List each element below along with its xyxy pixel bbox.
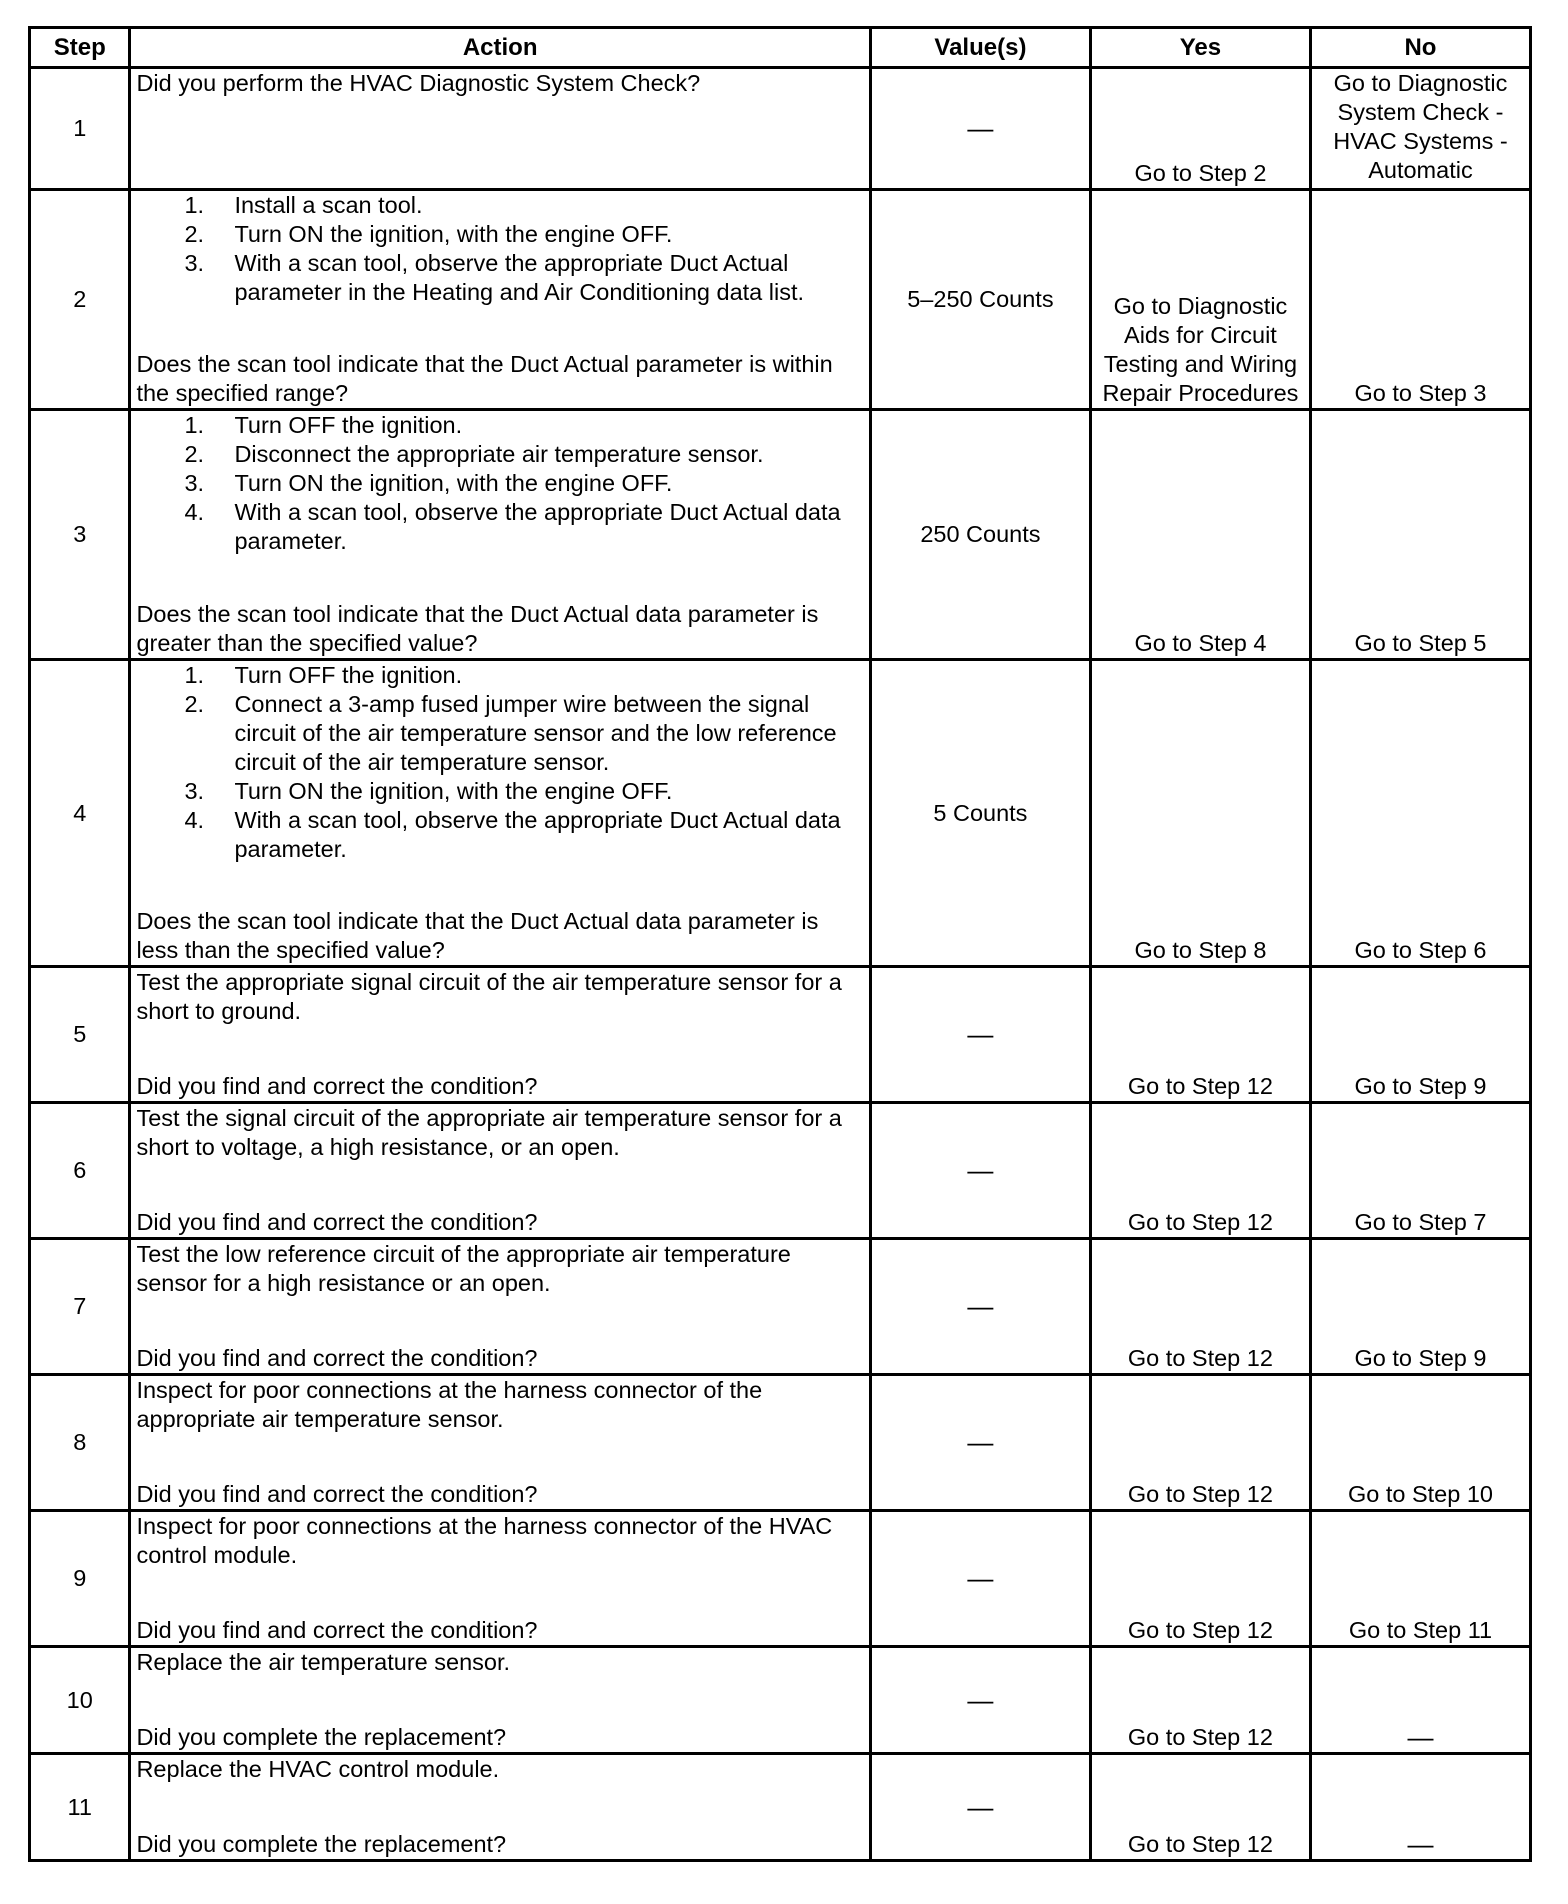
action-question: Does the scan tool indicate that the Duct Actual data parameter is greater than the specified value?: [136, 601, 819, 656]
action-step-text: Turn ON the ignition, with the engine OFF.: [234, 470, 673, 496]
action-step-item: [136, 690, 864, 777]
header-values: Value(s): [870, 28, 1090, 68]
action-step-number: 2.: [184, 691, 205, 717]
yes-cell: [1090, 967, 1310, 1103]
no-cell: [1310, 1754, 1530, 1861]
yes-cell: [1090, 1375, 1310, 1511]
no-cell: [1310, 68, 1530, 190]
action-step-item: [136, 440, 864, 469]
header-yes: Yes: [1090, 28, 1310, 68]
action-cell: [130, 190, 870, 410]
no-cell: [1310, 967, 1530, 1103]
table-row: [30, 68, 1531, 190]
action-step-number: 3.: [184, 250, 205, 276]
yes-cell: [1090, 1647, 1310, 1754]
step-number: 9: [30, 1511, 130, 1647]
step-number: 8: [30, 1375, 130, 1511]
action-step-text: Turn ON the ignition, with the engine OFF.: [234, 778, 673, 804]
no-text: Go to Step 3: [1354, 380, 1487, 406]
action-question: Did you complete the replacement?: [136, 1724, 507, 1750]
no-cell: [1310, 410, 1530, 660]
action-top: [136, 1104, 864, 1162]
yes-text: Go to Step 12: [1127, 1617, 1273, 1643]
yes-cell: [1090, 190, 1310, 410]
action-content: [136, 411, 864, 658]
action-step-text: Connect a 3-amp fused jumper wire between the signal circuit of the air temperature sensor and the low reference circuit of the air temperature sensor.: [234, 691, 837, 775]
action-content: [136, 968, 864, 1101]
action-question: Did you find and correct the condition?: [136, 1209, 538, 1235]
action-question: Did you find and correct the condition?: [136, 1481, 538, 1507]
no-text: Go to Step 9: [1354, 1073, 1487, 1099]
action-intro: Replace the HVAC control module.: [136, 1756, 500, 1782]
action-top: [136, 69, 864, 98]
action-cell: [130, 1239, 870, 1375]
table-row: [30, 1375, 1531, 1511]
table-row: [30, 1511, 1531, 1647]
no-text: Go to Step 7: [1354, 1209, 1487, 1235]
action-cell: [130, 1647, 870, 1754]
value-cell: —: [870, 1103, 1090, 1239]
action-cell: [130, 967, 870, 1103]
header-row: [30, 28, 1531, 68]
action-steps-list: [136, 191, 864, 307]
yes-text: Go to Step 12: [1127, 1724, 1273, 1750]
no-cell: [1310, 1511, 1530, 1647]
no-cell: [1310, 1103, 1530, 1239]
step-number: 5: [30, 967, 130, 1103]
action-step-item: [136, 220, 864, 249]
yes-cell: [1090, 660, 1310, 967]
action-intro: Test the appropriate signal circuit of the air temperature sensor for a short to ground.: [136, 969, 842, 1024]
action-step-item: [136, 249, 864, 307]
action-top: [136, 1376, 864, 1434]
yes-text: Go to Step 2: [1134, 160, 1267, 186]
yes-cell: [1090, 1754, 1310, 1861]
table-row: [30, 1239, 1531, 1375]
action-step-text: With a scan tool, observe the appropriate Duct Actual data parameter.: [234, 807, 841, 862]
value-cell: —: [870, 1754, 1090, 1861]
action-step-number: 4.: [184, 499, 205, 525]
value-cell: —: [870, 68, 1090, 190]
action-content: [136, 661, 864, 965]
action-step-text: Install a scan tool.: [234, 192, 423, 218]
no-text: Go to Diagnostic System Check - HVAC Systems - Automatic: [1333, 70, 1508, 183]
action-question: Did you complete the replacement?: [136, 1831, 507, 1857]
table-row: [30, 1103, 1531, 1239]
no-cell: [1310, 190, 1530, 410]
no-cell: [1310, 1239, 1530, 1375]
action-content: [136, 191, 864, 408]
action-step-number: 1.: [184, 412, 205, 438]
no-text: —: [1407, 1829, 1434, 1859]
action-step-item: [136, 806, 864, 864]
step-number: 6: [30, 1103, 130, 1239]
action-step-text: Turn ON the ignition, with the engine OFF.: [234, 221, 673, 247]
step-number: 3: [30, 410, 130, 660]
action-intro: Test the signal circuit of the appropriate air temperature sensor for a short to voltage, a high resistance, or an open.: [136, 1105, 842, 1160]
no-cell: [1310, 1647, 1530, 1754]
step-number: 7: [30, 1239, 130, 1375]
yes-text: Go to Step 12: [1127, 1209, 1273, 1235]
action-cell: [130, 1754, 870, 1861]
yes-text: Go to Diagnostic Aids for Circuit Testing and Wiring Repair Procedures: [1102, 293, 1299, 406]
action-cell: [130, 410, 870, 660]
action-cell: [130, 1375, 870, 1511]
value-cell: —: [870, 1647, 1090, 1754]
yes-text: Go to Step 12: [1127, 1831, 1273, 1857]
action-cell: [130, 660, 870, 967]
no-text: Go to Step 10: [1347, 1481, 1493, 1507]
no-text: —: [1407, 1722, 1434, 1752]
action-top: [136, 191, 864, 307]
value-cell: —: [870, 1239, 1090, 1375]
action-question: Does the scan tool indicate that the Duct Actual data parameter is less than the specified value?: [136, 908, 819, 963]
action-question: Did you find and correct the condition?: [136, 1345, 538, 1371]
no-cell: [1310, 660, 1530, 967]
table-row: [30, 967, 1531, 1103]
action-content: [136, 1512, 864, 1645]
action-step-item: [136, 661, 864, 690]
value-cell: —: [870, 1511, 1090, 1647]
step-number: 2: [30, 190, 130, 410]
action-step-number: 2.: [184, 441, 205, 467]
diagnostic-table: [28, 26, 1532, 1862]
yes-cell: [1090, 1103, 1310, 1239]
action-step-item: [136, 498, 864, 556]
step-number: 10: [30, 1647, 130, 1754]
header-step: Step: [30, 28, 130, 68]
value-cell: —: [870, 1375, 1090, 1511]
yes-text: Go to Step 4: [1134, 630, 1267, 656]
action-intro: Test the low reference circuit of the appropriate air temperature sensor for a high resistance or an open.: [136, 1241, 791, 1296]
action-step-item: [136, 777, 864, 806]
action-question: Did you find and correct the condition?: [136, 1073, 538, 1099]
action-content: [136, 1104, 864, 1237]
table-row: [30, 1754, 1531, 1861]
action-content: [136, 1755, 864, 1859]
action-step-item: [136, 411, 864, 440]
no-text: Go to Step 11: [1348, 1617, 1493, 1643]
action-intro: Inspect for poor connections at the harness connector of the appropriate air temperature sensor.: [136, 1377, 763, 1432]
action-top: [136, 411, 864, 556]
action-step-number: 2.: [184, 221, 205, 247]
action-steps-list: [136, 661, 864, 864]
action-content: [136, 1648, 864, 1752]
action-cell: [130, 1511, 870, 1647]
action-question: Does the scan tool indicate that the Duct Actual parameter is within the specified range?: [136, 351, 833, 406]
action-step-number: 4.: [184, 807, 205, 833]
action-top: [136, 1512, 864, 1570]
value-cell: 5–250 Counts: [870, 190, 1090, 410]
no-cell: [1310, 1375, 1530, 1511]
header-action: Action: [130, 28, 870, 68]
yes-cell: [1090, 68, 1310, 190]
yes-text: Go to Step 12: [1127, 1073, 1273, 1099]
action-top: [136, 1240, 864, 1298]
table-row: [30, 410, 1531, 660]
action-step-item: [136, 191, 864, 220]
action-content: [136, 1376, 864, 1509]
action-step-number: 3.: [184, 778, 205, 804]
no-text: Go to Step 5: [1354, 630, 1487, 656]
step-number: 4: [30, 660, 130, 967]
header-no: No: [1310, 28, 1530, 68]
step-number: 11: [30, 1754, 130, 1861]
action-steps-list: [136, 411, 864, 556]
action-step-number: 3.: [184, 470, 205, 496]
action-step-text: With a scan tool, observe the appropriate Duct Actual parameter in the Heating and Air Conditioning data list.: [234, 250, 805, 305]
action-top: [136, 1648, 864, 1677]
action-top: [136, 968, 864, 1026]
action-top: [136, 661, 864, 864]
action-content: [136, 1240, 864, 1373]
yes-cell: [1090, 410, 1310, 660]
value-cell: 250 Counts: [870, 410, 1090, 660]
action-step-number: 1.: [184, 662, 205, 688]
yes-cell: [1090, 1239, 1310, 1375]
yes-text: Go to Step 12: [1127, 1345, 1273, 1371]
value-cell: 5 Counts: [870, 660, 1090, 967]
action-question: Did you find and correct the condition?: [136, 1617, 538, 1643]
table-row: [30, 1647, 1531, 1754]
action-step-number: 1.: [184, 192, 205, 218]
action-cell: [130, 68, 870, 190]
action-intro: Inspect for poor connections at the harness connector of the HVAC control module.: [136, 1513, 833, 1568]
action-cell: [130, 1103, 870, 1239]
action-intro: Replace the air temperature sensor.: [136, 1649, 511, 1675]
action-step-text: Turn OFF the ignition.: [234, 412, 463, 438]
action-top: [136, 1755, 864, 1784]
no-text: Go to Step 9: [1354, 1345, 1487, 1371]
no-text: Go to Step 6: [1354, 937, 1487, 963]
table-row: [30, 660, 1531, 967]
yes-text: Go to Step 8: [1134, 937, 1267, 963]
action-step-text: With a scan tool, observe the appropriate Duct Actual data parameter.: [234, 499, 841, 554]
step-number: 1: [30, 68, 130, 190]
action-intro: Did you perform the HVAC Diagnostic System Check?: [136, 70, 701, 96]
value-cell: —: [870, 967, 1090, 1103]
yes-text: Go to Step 12: [1127, 1481, 1273, 1507]
action-step-text: Turn OFF the ignition.: [234, 662, 463, 688]
action-content: [136, 69, 864, 188]
yes-cell: [1090, 1511, 1310, 1647]
table-row: [30, 190, 1531, 410]
action-step-item: [136, 469, 864, 498]
action-step-text: Disconnect the appropriate air temperature sensor.: [234, 441, 764, 467]
